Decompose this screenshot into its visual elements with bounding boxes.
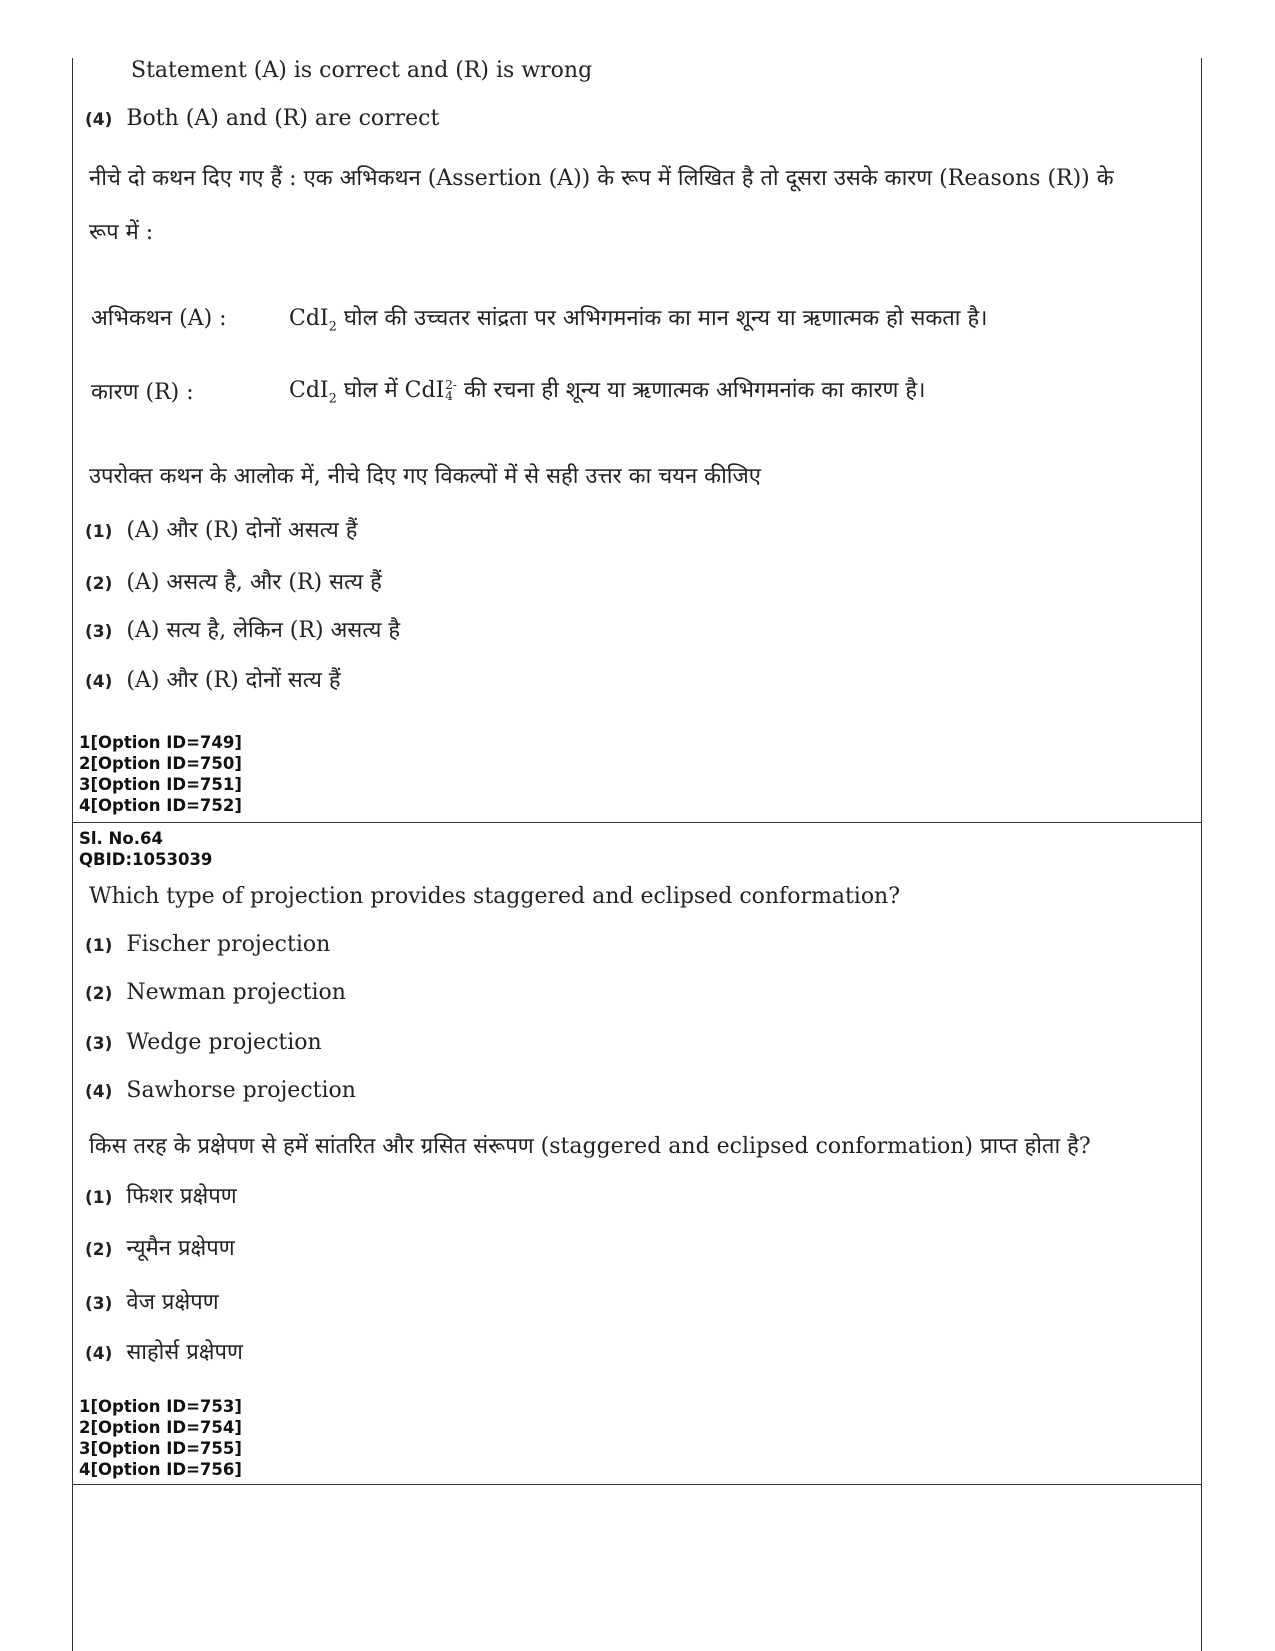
reason-mid: घोल में: [336, 378, 405, 403]
option-text: Wedge projection: [126, 1030, 322, 1055]
reason-formula: CdI: [289, 378, 329, 403]
assertion-formula: CdI: [289, 306, 329, 331]
q63-hindi-option-4: [85, 664, 341, 694]
option-number: (3): [85, 622, 113, 642]
assertion-label: अभिकथन (A) :: [91, 306, 227, 331]
option-number: (4): [85, 1082, 113, 1102]
reason-species-charge: [445, 380, 457, 402]
option-number: (3): [85, 1034, 113, 1054]
option-text: न्यूमैन प्रक्षेपण: [126, 1236, 235, 1261]
option-id-line: 2[Option ID=750]: [79, 754, 242, 773]
reason-statement: [289, 374, 925, 406]
q63-hindi-option-3: [85, 614, 400, 644]
option-id-line: 2[Option ID=754]: [79, 1418, 242, 1437]
q64-option-en-1: [85, 932, 330, 957]
q64-question-en: Which type of projection provides staggered and eclipsed conformation?: [89, 884, 901, 909]
option-text: फिशर प्रक्षेपण: [126, 1184, 237, 1209]
reason-species-sup: 2-: [445, 378, 457, 392]
option-id-line: 3[Option ID=755]: [79, 1439, 242, 1458]
q64-option-hi-1: [85, 1180, 237, 1210]
assertion-formula-sub: 2: [328, 319, 337, 335]
reason-species: CdI: [404, 378, 445, 403]
q64-option-hi-3: [85, 1286, 219, 1316]
question-divider: [73, 1484, 1201, 1485]
q64-option-en-4: [85, 1078, 356, 1103]
q63-hindi-option-2: [85, 566, 382, 596]
option-text: (A) सत्य है, लेकिन (R) असत्य है: [126, 618, 401, 643]
option-number: (4): [85, 672, 113, 692]
q64-header: [79, 828, 212, 870]
q64-option-hi-2: [85, 1232, 235, 1262]
option-number: (2): [85, 984, 113, 1004]
q64-option-en-2: [85, 980, 346, 1005]
option3-continuation: Statement (A) is correct and (R) is wrong: [131, 58, 593, 83]
hindi-intro-line1: नीचे दो कथन दिए गए हैं : एक अभिकथन (Assertion (A)) के रूप में लिखित है तो दूसरा उसके कारण (Reasons (R)) के: [89, 166, 1114, 191]
q63-option-4: [85, 106, 439, 131]
option-id-line: 4[Option ID=752]: [79, 796, 242, 815]
q64-option-ids: [79, 1396, 242, 1480]
option-text: (A) और (R) दोनों सत्य हैं: [126, 668, 341, 693]
option-number: (3): [85, 1294, 113, 1314]
q64-option-en-3: [85, 1030, 322, 1055]
option-number: (1): [85, 936, 113, 956]
option-number: (1): [85, 1188, 113, 1208]
option-text: Sawhorse projection: [126, 1078, 356, 1103]
q64-question-hi: किस तरह के प्रक्षेपण से हमें सांतरित और ग्रसित संरूपण (staggered and eclipsed conformation) प्राप्त होता है?: [89, 1134, 1091, 1159]
option-id-line: 1[Option ID=749]: [79, 733, 242, 752]
reason-formula-sub: 2: [328, 391, 337, 407]
question-divider: [73, 822, 1201, 823]
question-page: [72, 58, 1202, 1651]
option-number: (4): [85, 110, 113, 130]
option-number: (4): [85, 1344, 113, 1364]
reason-text: की रचना ही शून्य या ऋणात्मक अभिगमनांक का कारण है।: [456, 378, 926, 403]
assertion-text: घोल की उच्चतर सांद्रता पर अभिगमनांक का मान शून्य या ऋणात्मक हो सकता है।: [336, 306, 988, 331]
hindi-prompt: उपरोक्त कथन के आलोक में, नीचे दिए गए विकल्पों में से सही उत्तर का चयन कीजिए: [89, 464, 761, 489]
qbid: QBID:1053039: [79, 850, 213, 869]
assertion-statement: [289, 302, 988, 334]
option-text: साहोर्स प्रक्षेपण: [126, 1340, 243, 1365]
option-text: Fischer projection: [126, 932, 331, 957]
q63-hindi-option-1: [85, 514, 357, 544]
option-number: (1): [85, 522, 113, 542]
option-number: (2): [85, 574, 113, 594]
option-text: (A) असत्य है, और (R) सत्य हैं: [126, 570, 382, 595]
q64-option-hi-4: [85, 1336, 243, 1366]
option-id-line: 3[Option ID=751]: [79, 775, 242, 794]
serial-number: Sl. No.64: [79, 829, 163, 848]
reason-label: कारण (R) :: [91, 380, 194, 405]
option-number: (2): [85, 1240, 113, 1260]
reason-species-sub: 4: [445, 389, 453, 403]
option-text: Newman projection: [126, 980, 346, 1005]
option-id-line: 4[Option ID=756]: [79, 1460, 242, 1479]
option-text: (A) और (R) दोनों असत्य हैं: [126, 518, 358, 543]
option-id-line: 1[Option ID=753]: [79, 1397, 242, 1416]
hindi-intro-line2: रूप में :: [89, 220, 154, 245]
q63-option-ids: [79, 732, 242, 816]
option-text: वेज प्रक्षेपण: [126, 1290, 219, 1315]
option-text: Both (A) and (R) are correct: [126, 106, 440, 131]
